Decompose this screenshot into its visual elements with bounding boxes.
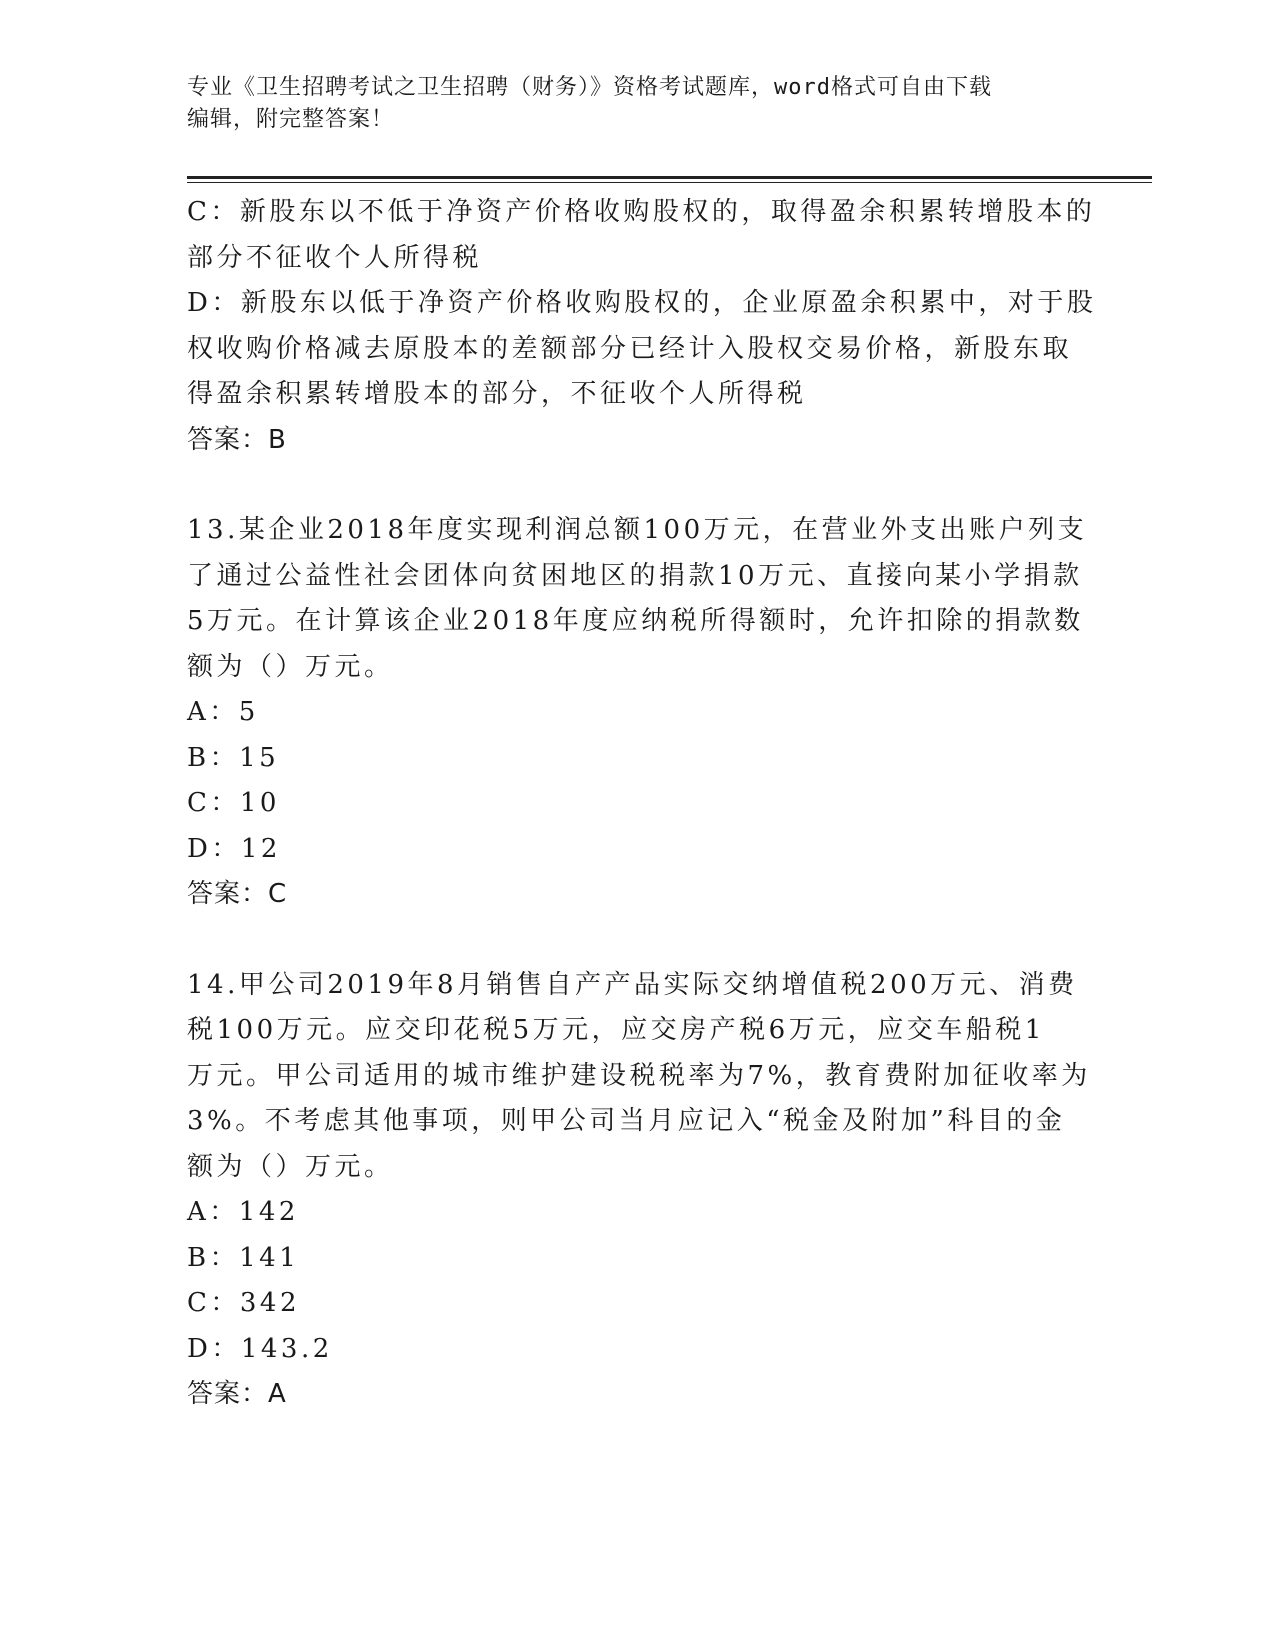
header-divider-thick <box>187 176 1152 179</box>
answer-line: 答案：B <box>187 424 287 455</box>
question-stem <box>187 963 1091 1191</box>
spacer <box>187 463 1087 508</box>
option-d-line: 得盈余积累转增股本的部分，不征收个人所得税 <box>187 379 807 409</box>
stem-line: 额为（）万元。 <box>187 651 394 682</box>
option-c: C：342 <box>187 1288 301 1318</box>
question-13 <box>187 508 1087 918</box>
stem-line: 3%。不考虑其他事项，则甲公司当月应记入“税金及附加”科目的金 <box>187 1106 1066 1136</box>
header-line-1: 专业《卫生招聘考试之卫生招聘（财务）》资格考试题库，word格式可自由下载 <box>187 75 992 100</box>
answer-line: 答案：A <box>187 1379 287 1409</box>
option-b: B：15 <box>187 742 280 773</box>
stem-line: 13.某企业2018年度实现利润总额100万元，在营业外支出账户列支 <box>187 515 1088 545</box>
option-c-line: C：新股东以不低于净资产价格收购股权的，取得盈余积累转增股本的 <box>187 197 1096 227</box>
option-c: C：10 <box>187 788 280 818</box>
option-d: D：143.2 <box>187 1333 333 1364</box>
option-d-line: 权收购价格减去原股本的差额部分已经计入股权交易价格，新股东取 <box>187 333 1073 364</box>
header-divider-thin <box>187 182 1152 183</box>
document-header <box>187 72 1067 136</box>
question-stem <box>187 508 1087 690</box>
stem-line: 了通过公益性社会团体向贫困地区的捐款10万元、直接向某小学捐款 <box>187 560 1083 591</box>
document-body <box>187 190 1097 1418</box>
stem-line: 5万元。在计算该企业2018年度应纳税所得额时，允许扣除的捐款数 <box>187 606 1084 636</box>
header-line-2: 编辑，附完整答案！ <box>187 107 395 132</box>
spacer <box>187 918 1087 963</box>
option-a: A：142 <box>187 1197 299 1227</box>
question-14 <box>187 963 1091 1418</box>
option-d-line: D：新股东以低于净资产价格收购股权的，企业原盈余积累中，对于股 <box>187 288 1097 318</box>
option-c <box>187 190 1096 281</box>
answer-line: 答案：C <box>187 879 288 909</box>
option-b: B：141 <box>187 1242 300 1273</box>
stem-line: 万元。甲公司适用的城市维护建设税税率为7%，教育费附加征收率为 <box>187 1060 1091 1091</box>
option-d <box>187 281 1097 418</box>
option-d: D：12 <box>187 833 281 864</box>
stem-line: 14.甲公司2019年8月销售自产产品实际交纳增值税200万元、消费 <box>187 969 1078 1000</box>
stem-line: 额为（）万元。 <box>187 1151 394 1182</box>
option-a: A：5 <box>187 697 259 727</box>
stem-line: 税100万元。应交印花税5万元，应交房产税6万元，应交车船税1 <box>187 1015 1045 1045</box>
option-c-line: 部分不征收个人所得税 <box>187 242 483 273</box>
question-12-partial <box>187 190 1097 463</box>
